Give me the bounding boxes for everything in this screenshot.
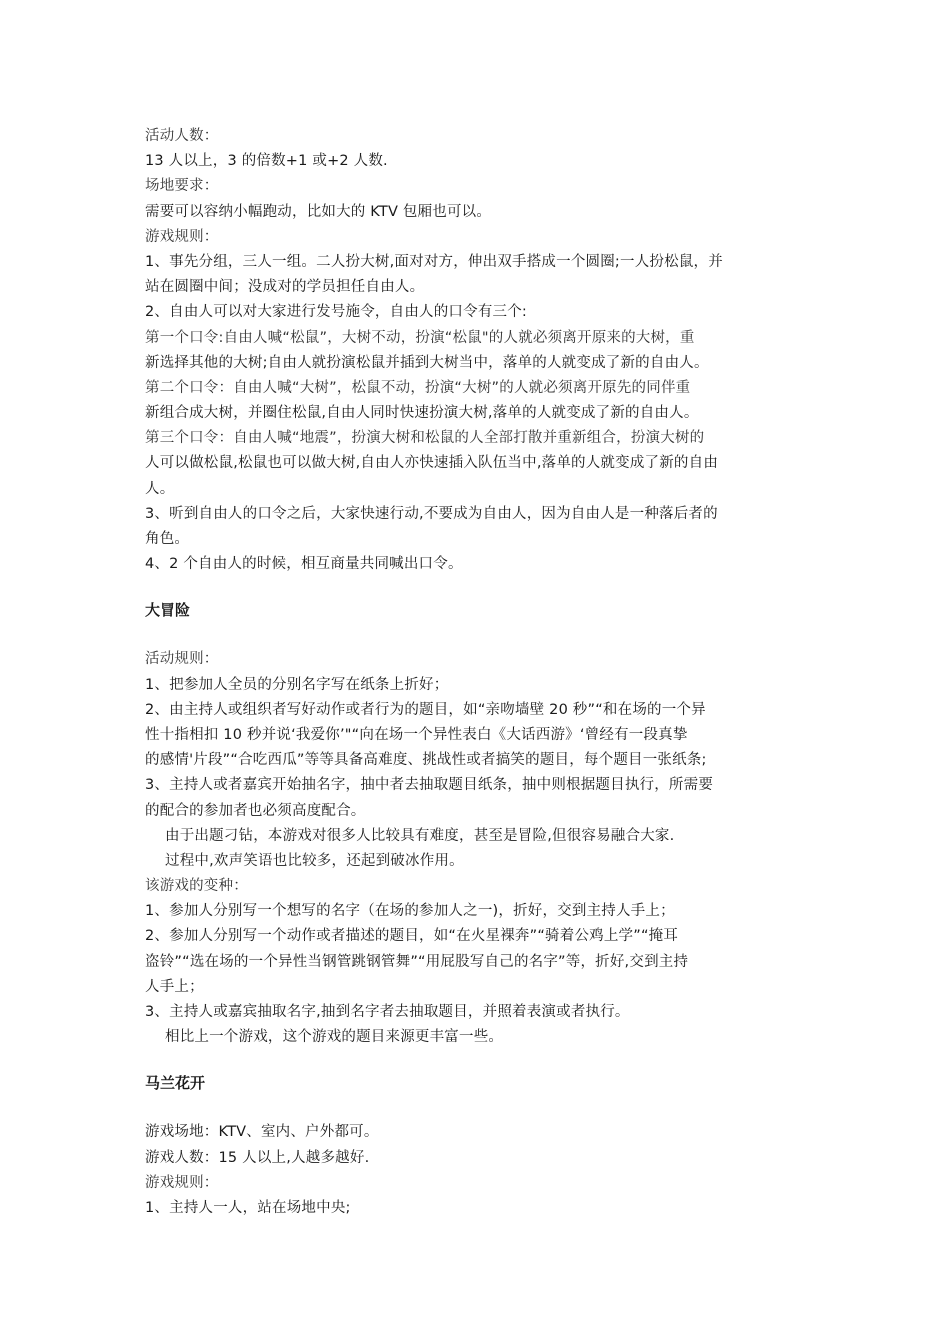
section-big-adventure	[145, 598, 825, 1050]
section-title: 马兰花开	[145, 1074, 206, 1093]
venue-label: 场地要求：	[145, 178, 219, 195]
rule-line: 的感情'片段”“合吃西瓜”等等具备高难度、挑战性或者搞笑的题目，每个题目一张纸条;	[145, 752, 707, 769]
document-page	[145, 124, 825, 1221]
note-line: 过程中,欢声笑语也比较多，还起到破冰作用。	[165, 852, 464, 869]
rule-line: 2、参加人分别写一个动作或者描述的题目，如“在火星裸奔”“骑着公鸡上学”“掩耳	[145, 928, 679, 945]
rule-line: 角色。	[145, 531, 190, 547]
rule-line: 人。	[145, 480, 175, 497]
rule-line: 盗铃”“选在场的一个异性当钢管跳钢管舞”“用屁股写自己的名字”等，折好,交到主持	[145, 953, 689, 970]
rule-line: 站在圆圈中间；没成对的学员担任自由人。	[145, 279, 425, 296]
rule-line: 第一个口令:自由人喊“松鼠”，大树不动，扮演“松鼠"的人就必须离开原来的大树，重	[145, 329, 695, 346]
section-title: 大冒险	[145, 601, 191, 620]
rule-line: 人手上；	[145, 978, 204, 995]
rule-line: 2、自由人可以对大家进行发号施令，自由人的口令有三个:	[145, 304, 528, 321]
rule-line: 2、由主持人或组织者写好动作或者行为的题目，如“亲吻墙壁 20 秒”“和在场的一个异	[145, 701, 706, 718]
variant-label: 该游戏的变种：	[145, 878, 248, 895]
rule-line: 4、2 个自由人的时候，相互商量共同喊出口令。	[145, 556, 463, 573]
participants-line: 游戏人数：15 人以上,人越多越好.	[145, 1149, 370, 1166]
rules-label: 游戏规则：	[145, 228, 219, 245]
rule-line: 1、把参加人全员的分别名字写在纸条上折好；	[145, 676, 449, 693]
rule-line: 1、主持人一人，站在场地中央;	[145, 1199, 351, 1216]
rule-line: 的配合的参加者也必须高度配合。	[145, 802, 366, 819]
participants-label: 活动人数：	[145, 128, 219, 144]
rule-line: 第三个口令：自由人喊“地震”，扮演大树和松鼠的人全部打散并重新组合，扮演大树的	[145, 430, 705, 447]
rule-line: 性十指相扣 10 秒并说‘我爱你’"“向在场一个异性表白《大话西游》‘曾经有一段真挚	[145, 726, 688, 743]
rules-label: 活动规则：	[145, 651, 219, 668]
rule-line: 1、参加人分别写一个想写的名字（在场的参加人之一)，折好，交到主持人手上；	[145, 903, 675, 920]
rules-label: 游戏规则：	[145, 1174, 219, 1191]
rule-line: 人可以做松鼠,松鼠也可以做大树,自由人亦快速插入队伍当中,落单的人就变成了新的自由	[145, 455, 719, 472]
note-line: 相比上一个游戏，这个游戏的题目来源更丰富一些。	[165, 1029, 504, 1046]
venue-value: 需要可以容纳小幅跑动，比如大的 KTV 包厢也可以。	[145, 203, 492, 220]
rule-line: 新选择其他的大树;自由人就扮演松鼠并插到大树当中，落单的人就变成了新的自由人。	[145, 354, 709, 371]
section-squirrel-game	[145, 124, 825, 577]
participants-value: 13 人以上，3 的倍数+1 或+2 人数.	[145, 153, 388, 170]
rule-line: 新组合成大树，并圈住松鼠,自由人同时快速扮演大树,落单的人就变成了新的自由人。	[145, 405, 699, 422]
venue-line: 游戏场地：KTV、室内、户外都可。	[145, 1124, 379, 1141]
rule-line: 3、主持人或嘉宾抽取名字,抽到名字者去抽取题目，并照着表演或者执行。	[145, 1004, 630, 1020]
rule-line: 3、主持人或者嘉宾开始抽名字，抽中者去抽取题目纸条，抽中则根据题目执行，所需要	[145, 777, 714, 794]
note-line: 由于出题刁钻，本游戏对很多人比较具有难度，甚至是冒险,但很容易融合大家.	[165, 827, 675, 844]
rule-line: 3、听到自由人的口令之后，大家快速行动,不要成为自由人，因为自由人是一种落后者的	[145, 505, 718, 522]
rule-line: 1、事先分组，三人一组。二人扮大树,面对对方，伸出双手搭成一个圆圈;一人扮松鼠，并	[145, 253, 723, 270]
rule-line: 第二个口令：自由人喊“大树”，松鼠不动，扮演“大树”的人就必须离开原先的同伴重	[145, 379, 691, 396]
section-malan-flower	[145, 1071, 825, 1221]
